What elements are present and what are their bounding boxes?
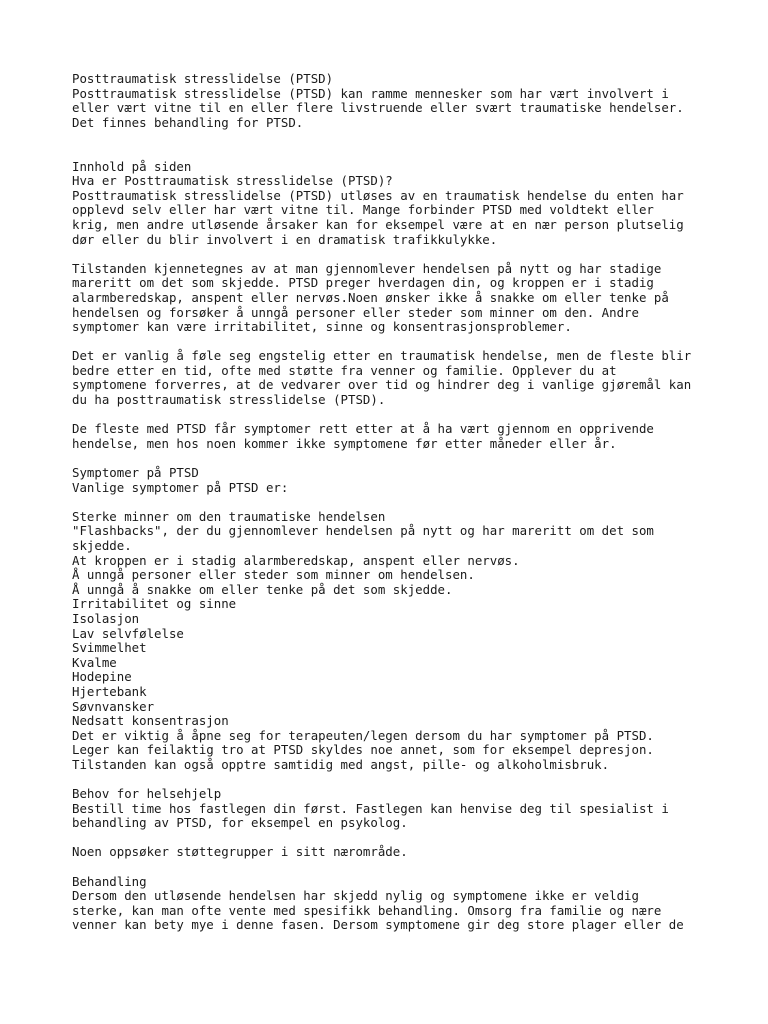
text-line: Posttraumatisk stresslidelse (PTSD) kan ramme mennesker som har vært involvert i bbox=[72, 85, 669, 101]
blank-line bbox=[72, 247, 732, 262]
text-line: Behov for helsehjelp bbox=[72, 786, 222, 802]
text-line: Bestill time hos fastlegen din først. Fastlegen kan henvise deg til spesialist i bbox=[72, 800, 669, 816]
text-line: dør eller du blir involvert i en dramatisk trafikkulykke. bbox=[72, 231, 498, 247]
document-body bbox=[72, 72, 732, 933]
text-line: Isolasjon bbox=[72, 610, 140, 626]
text-line: Symptomer på PTSD bbox=[72, 465, 199, 481]
text-line: Tilstanden kjennetegnes av at man gjennomlever hendelsen på nytt og har stadige bbox=[72, 260, 662, 276]
text-line: Hva er Posttraumatisk stresslidelse (PTSD)? bbox=[72, 173, 393, 189]
text-line: Svimmelhet bbox=[72, 640, 147, 656]
text-line: Hodepine bbox=[72, 669, 132, 685]
text-line: Behandling bbox=[72, 873, 147, 889]
text-line: De fleste med PTSD får symptomer rett etter at å ha vært gjennom en opprivende bbox=[72, 421, 654, 437]
text-line: hendelsen og forsøker å unngå personer eller steder som minner om den. Andre bbox=[72, 304, 639, 320]
text-line: symptomene forverres, at de vedvarer over tid og hindrer deg i vanlige gjøremål kan bbox=[72, 377, 692, 393]
text-line: bedre etter en tid, ofte med støtte fra venner og familie. Opplever du at bbox=[72, 362, 617, 378]
text-line: At kroppen er i stadig alarmberedskap, anspent eller nervøs. bbox=[72, 552, 520, 568]
text-line: Nedsatt konsentrasjon bbox=[72, 713, 229, 729]
text-line: Leger kan feilaktig tro at PTSD skyldes noe annet, som for eksempel depresjon. bbox=[72, 742, 654, 758]
text-line: Irritabilitet og sinne bbox=[72, 596, 237, 612]
text-line: alarmberedskap, anspent eller nervøs.Noen ønsker ikke å snakke om eller tenke på bbox=[72, 289, 669, 305]
blank-line bbox=[72, 860, 732, 875]
text-line: Innhold på siden bbox=[72, 158, 192, 174]
blank-line bbox=[72, 335, 732, 350]
text-line: Lav selvfølelse bbox=[72, 625, 184, 641]
text-line: mareritt om det som skjedde. PTSD preger hverdagen din, og kroppen er i stadig bbox=[72, 275, 654, 291]
blank-line bbox=[72, 145, 732, 160]
text-line: Å unngå personer eller steder som minner om hendelsen. bbox=[72, 567, 475, 583]
text-line: behandling av PTSD, for eksempel en psykolog. bbox=[72, 815, 408, 831]
text-line: "Flashbacks", der du gjennomlever hendelsen på nytt og har mareritt om det som bbox=[72, 523, 654, 539]
text-line: Vanlige symptomer på PTSD er: bbox=[72, 479, 289, 495]
text-line: krig, men andre utløsende årsaker kan for eksempel være at en nær person plutselig bbox=[72, 216, 684, 232]
text-line: Hjertebank bbox=[72, 683, 147, 699]
text-line: venner kan bety mye i denne fasen. Dersom symptomene gir deg store plager eller de bbox=[72, 917, 684, 933]
text-line: symptomer kan være irritabilitet, sinne og konsentrasjonsproblemer. bbox=[72, 319, 572, 335]
blank-line bbox=[72, 773, 732, 788]
text-line: Det finnes behandling for PTSD. bbox=[72, 114, 304, 130]
text-line: du ha posttraumatisk stresslidelse (PTSD). bbox=[72, 392, 386, 408]
text-line: Det er vanlig å føle seg engstelig etter en traumatisk hendelse, men de fleste blir bbox=[72, 348, 692, 364]
blank-line bbox=[72, 495, 732, 510]
text-line: Noen oppsøker støttegrupper i sitt nærområde. bbox=[72, 844, 408, 860]
text-line: Posttraumatisk stresslidelse (PTSD) utløses av en traumatisk hendelse du enten har bbox=[72, 187, 684, 203]
text-line: hendelse, men hos noen kommer ikke symptomene før etter måneder eller år. bbox=[72, 435, 617, 451]
blank-line bbox=[72, 451, 732, 466]
text-line: Kvalme bbox=[72, 654, 117, 670]
text-line: Sterke minner om den traumatiske hendelsen bbox=[72, 508, 386, 524]
text-line: Tilstanden kan også opptre samtidig med angst, pille- og alkoholmisbruk. bbox=[72, 756, 610, 772]
text-line: Posttraumatisk stresslidelse (PTSD) bbox=[72, 71, 334, 86]
text-line: skjedde. bbox=[72, 538, 132, 553]
text-line: sterke, kan man ofte vente med spesifikk behandling. Omsorg fra familie og nære bbox=[72, 902, 662, 918]
text-line: Det er viktig å åpne seg for terapeuten/legen dersom du har symptomer på PTSD. bbox=[72, 727, 654, 743]
blank-line bbox=[72, 831, 732, 846]
text-line: eller vært vitne til en eller flere livstruende eller svært traumatiske hendelser. bbox=[72, 100, 684, 116]
text-line: opplevd selv eller har vært vitne til. Mange forbinder PTSD med voldtekt eller bbox=[72, 202, 654, 218]
blank-line bbox=[72, 130, 732, 145]
text-line: Søvnvansker bbox=[72, 698, 155, 714]
text-line: Å unngå å snakke om eller tenke på det som skjedde. bbox=[72, 581, 453, 597]
text-line: Dersom den utløsende hendelsen har skjedd nylig og symptomene ikke er veldig bbox=[72, 888, 639, 904]
blank-line bbox=[72, 408, 732, 423]
